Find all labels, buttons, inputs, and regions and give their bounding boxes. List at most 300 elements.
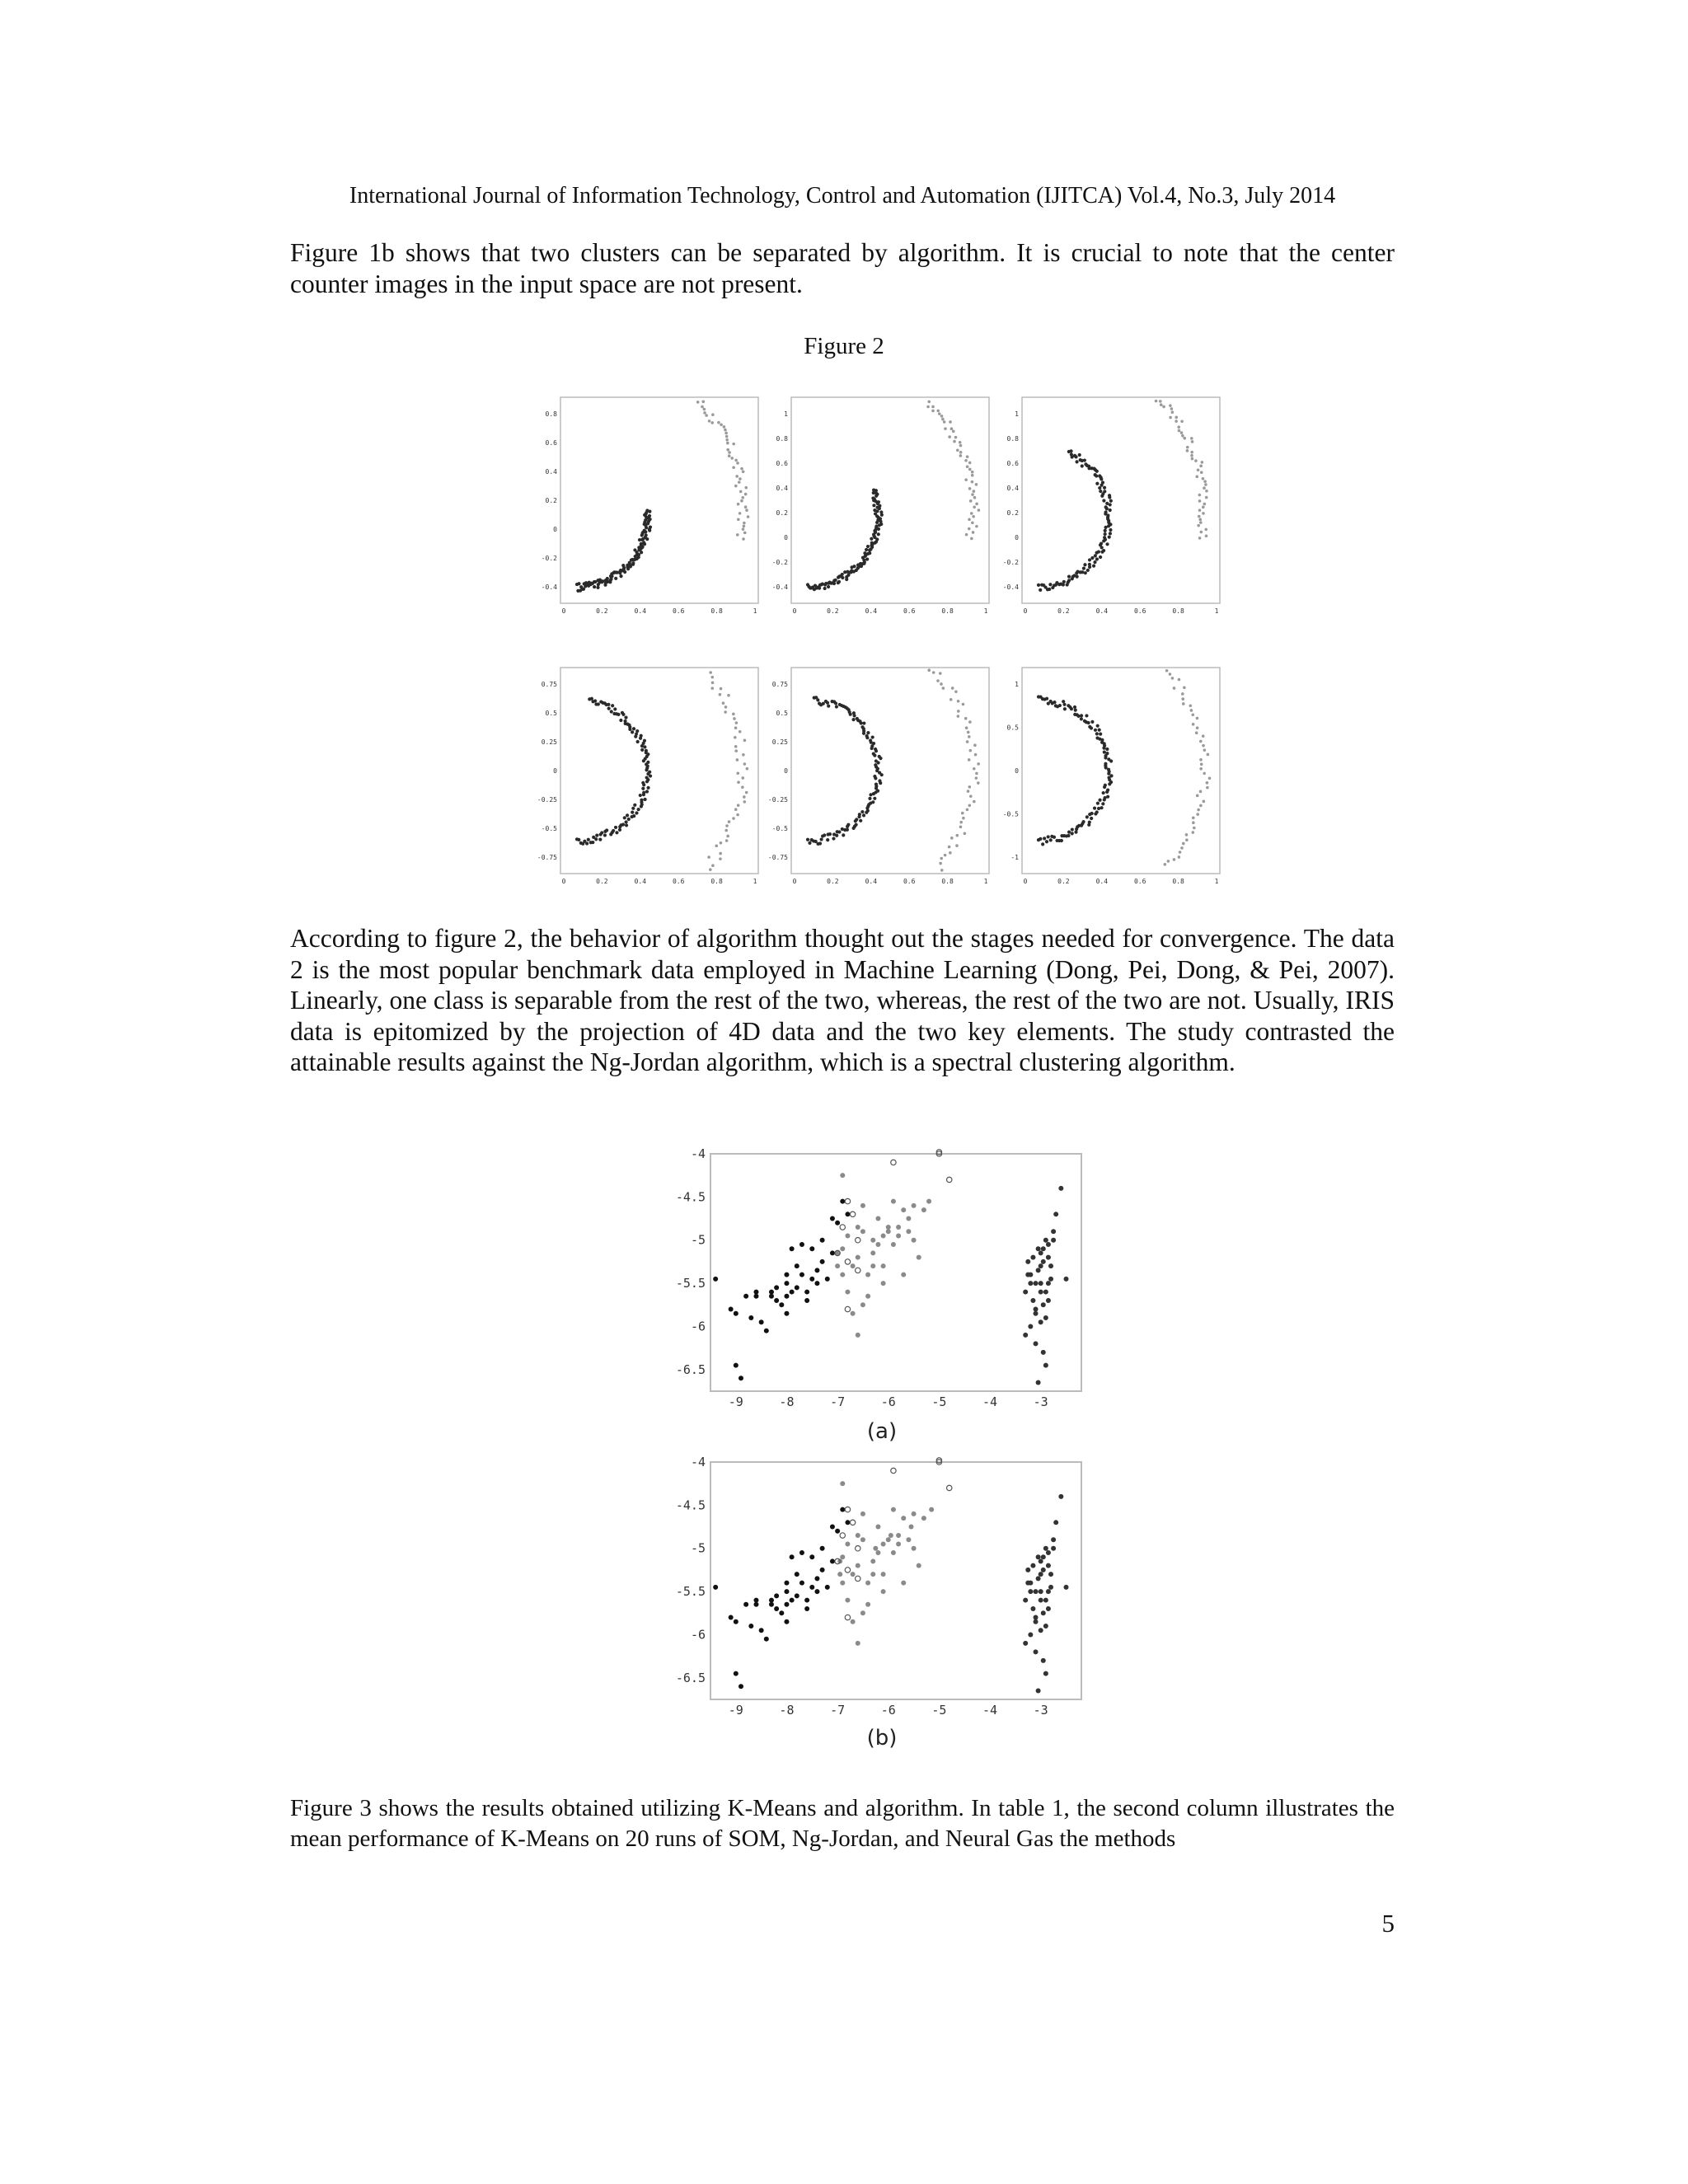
data-point xyxy=(1039,1558,1043,1563)
inner-ring-point xyxy=(821,582,824,585)
x-tick-label: 1 xyxy=(753,878,757,885)
inner-ring-point xyxy=(808,841,811,845)
inner-ring-point xyxy=(875,514,879,518)
outer-ring-point xyxy=(965,726,968,729)
outer-ring-point xyxy=(1199,521,1203,524)
inner-ring-point xyxy=(1088,563,1091,566)
outer-ring-point xyxy=(968,804,971,807)
outer-ring-point xyxy=(1202,512,1205,515)
y-tick-label: 0.6 xyxy=(545,439,557,447)
data-point xyxy=(830,1558,835,1563)
y-tick-label: 0.75 xyxy=(541,681,557,688)
data-point xyxy=(784,1311,789,1316)
inner-ring-point xyxy=(872,532,875,536)
outer-ring-point xyxy=(1199,790,1203,794)
inner-ring-point xyxy=(872,742,875,745)
data-point xyxy=(1025,1272,1030,1277)
inner-ring-point xyxy=(615,831,618,834)
outer-ring-point xyxy=(1192,723,1195,726)
outer-ring-point xyxy=(744,493,748,496)
inner-ring-point xyxy=(832,837,835,840)
y-tick-label: -0.2 xyxy=(771,559,788,566)
data-point xyxy=(891,1199,896,1204)
inner-ring-point xyxy=(646,761,649,764)
inner-ring-point xyxy=(1048,583,1052,586)
outer-ring-point xyxy=(725,435,729,438)
y-tick-label: 0.2 xyxy=(1006,509,1019,517)
outer-ring-point xyxy=(973,800,976,804)
inner-ring-point xyxy=(631,558,634,561)
data-point xyxy=(912,1546,917,1551)
inner-ring-point xyxy=(1104,764,1107,767)
inner-ring-point xyxy=(575,583,579,586)
data-point xyxy=(1041,1350,1046,1355)
inner-ring-point xyxy=(1109,509,1112,512)
inner-ring-point xyxy=(1102,499,1105,502)
inner-ring-point xyxy=(648,529,651,532)
inner-ring-point xyxy=(625,820,628,823)
inner-ring-point xyxy=(1109,774,1113,777)
y-tick-label: 0 xyxy=(553,767,557,775)
inner-ring-point xyxy=(641,787,645,790)
outer-ring-point xyxy=(1199,804,1203,808)
inner-ring-point xyxy=(1066,583,1069,586)
inner-ring-point xyxy=(1094,473,1097,476)
panel-frame xyxy=(560,668,758,874)
outer-ring-point xyxy=(730,457,734,460)
inner-ring-point xyxy=(832,582,836,585)
data-point xyxy=(764,1637,769,1642)
outer-ring-point xyxy=(959,444,963,448)
outer-ring-point xyxy=(742,527,745,531)
outer-ring-point xyxy=(711,682,715,685)
inner-ring-point xyxy=(631,561,635,565)
inner-ring-point xyxy=(810,838,814,841)
figure-2-caption: Figure 2 xyxy=(804,333,884,359)
data-point xyxy=(1051,1546,1056,1551)
data-point xyxy=(820,1568,825,1572)
inner-ring-point xyxy=(640,800,643,804)
data-point xyxy=(881,1541,886,1546)
data-point xyxy=(809,1246,814,1251)
outer-ring-point xyxy=(742,753,745,757)
outer-ring-point xyxy=(709,671,712,674)
outer-ring-point xyxy=(1165,669,1169,673)
inner-ring-point xyxy=(1088,821,1091,824)
inner-ring-point xyxy=(645,533,648,537)
outer-ring-point xyxy=(926,405,930,409)
figure-2-panel-6 xyxy=(1003,668,1220,885)
data-point xyxy=(901,1516,906,1521)
outer-ring-point xyxy=(1192,821,1195,824)
outer-ring-point xyxy=(720,687,723,691)
inner-ring-point xyxy=(1088,565,1091,569)
outer-ring-point xyxy=(1193,827,1196,830)
inner-ring-point xyxy=(862,729,865,733)
data-point xyxy=(1036,1246,1041,1251)
inner-ring-point xyxy=(1078,453,1081,457)
inner-ring-point xyxy=(1058,704,1062,707)
outer-ring-point xyxy=(966,740,969,743)
data-point xyxy=(1039,1250,1043,1255)
outer-ring-point xyxy=(1194,459,1198,462)
outer-ring-point xyxy=(746,767,749,771)
x-tick-label: -6 xyxy=(880,1703,896,1718)
inner-ring-point xyxy=(1093,807,1096,810)
inner-ring-point xyxy=(1085,815,1089,818)
data-point xyxy=(908,1525,913,1530)
outer-ring-point xyxy=(736,462,739,465)
inner-ring-point xyxy=(874,524,878,527)
outer-ring-point xyxy=(742,470,745,473)
outer-ring-point xyxy=(733,717,736,720)
inner-ring-point xyxy=(642,759,645,762)
outer-ring-point xyxy=(1198,494,1202,497)
outer-ring-point xyxy=(703,411,706,415)
y-tick-label: -0.4 xyxy=(541,583,557,591)
inner-ring-point xyxy=(853,825,856,828)
inner-ring-point xyxy=(849,713,852,716)
outer-ring-point xyxy=(1186,446,1189,449)
inner-ring-point xyxy=(1047,835,1050,838)
inner-ring-point xyxy=(621,711,624,715)
inner-ring-point xyxy=(1105,507,1109,510)
data-point xyxy=(1028,1272,1033,1277)
outer-ring-point xyxy=(1197,524,1200,527)
inner-ring-point xyxy=(879,781,882,785)
data-point xyxy=(830,1250,835,1255)
outer-ring-point xyxy=(719,852,722,855)
x-tick-label: 0.2 xyxy=(827,878,839,885)
data-point xyxy=(845,1198,850,1203)
outer-ring-point xyxy=(1198,499,1202,503)
outer-ring-point xyxy=(734,485,738,488)
data-point xyxy=(906,1537,911,1542)
y-tick-label: -0.2 xyxy=(1002,559,1019,566)
data-point xyxy=(743,1294,748,1299)
data-point xyxy=(889,1533,893,1538)
data-point xyxy=(774,1606,779,1611)
inner-ring-point xyxy=(587,584,590,588)
inner-ring-point xyxy=(838,574,842,578)
outer-ring-point xyxy=(719,857,722,860)
outer-ring-point xyxy=(1203,480,1207,483)
outer-ring-point xyxy=(732,713,735,716)
inner-ring-point xyxy=(648,771,651,774)
inner-ring-point xyxy=(1109,503,1112,506)
inner-ring-point xyxy=(873,797,876,800)
outer-ring-point xyxy=(968,518,971,522)
x-tick-label: -3 xyxy=(1033,1394,1048,1409)
panel-frame xyxy=(791,668,989,874)
inner-ring-point xyxy=(843,570,846,574)
outer-ring-point xyxy=(1190,451,1193,454)
paragraph-3: Figure 3 shows the results obtained utilizing K-Means and algorithm. In table 1, the second column illustrates the mean performance of K-Means on 20 runs of SOM, Ng-Jordan, and Neural Gas the methods xyxy=(290,1795,1395,1852)
outer-ring-point xyxy=(1197,468,1200,471)
panel-frame xyxy=(1022,397,1220,603)
outer-ring-point xyxy=(931,410,935,413)
inner-ring-point xyxy=(590,697,593,701)
inner-ring-point xyxy=(1043,697,1046,701)
outer-ring-point xyxy=(1207,753,1210,757)
inner-ring-point xyxy=(644,757,647,761)
data-point xyxy=(784,1589,789,1594)
y-tick-label: 0.8 xyxy=(1006,435,1019,443)
outer-ring-point xyxy=(735,721,738,724)
x-tick-label: 0.8 xyxy=(710,607,723,615)
inner-ring-point xyxy=(627,818,631,821)
outer-ring-point xyxy=(1205,496,1208,499)
inner-ring-point xyxy=(637,555,640,559)
outer-ring-point xyxy=(1203,772,1206,776)
inner-ring-point xyxy=(631,807,635,810)
inner-ring-point xyxy=(619,719,622,722)
data-point xyxy=(1046,1606,1051,1611)
data-point xyxy=(851,1619,856,1624)
data-point xyxy=(835,1250,840,1255)
inner-ring-point xyxy=(874,489,878,492)
data-point xyxy=(1039,1263,1043,1268)
inner-ring-point xyxy=(623,570,626,574)
panel-frame xyxy=(560,397,758,603)
x-tick-label: 0.6 xyxy=(903,607,916,615)
inner-ring-point xyxy=(862,727,865,730)
inner-ring-point xyxy=(1108,778,1111,781)
outer-ring-point xyxy=(1202,744,1205,748)
data-point xyxy=(886,1537,891,1542)
x-tick-label: -5 xyxy=(931,1703,947,1718)
data-point xyxy=(820,1238,825,1243)
data-point xyxy=(814,1589,819,1594)
outer-ring-point xyxy=(949,851,952,855)
inner-ring-point xyxy=(1071,455,1074,458)
inner-ring-point xyxy=(816,698,819,701)
inner-ring-point xyxy=(865,807,869,810)
inner-ring-point xyxy=(1103,490,1106,493)
inner-ring-point xyxy=(1073,705,1076,709)
data-point xyxy=(886,1229,891,1234)
inner-ring-point xyxy=(1095,736,1099,739)
x-tick-label: 0.4 xyxy=(634,607,647,615)
inner-ring-point xyxy=(834,579,837,582)
inner-ring-point xyxy=(879,517,882,520)
outer-ring-point xyxy=(968,758,971,762)
x-tick-label: -4 xyxy=(982,1394,998,1409)
inner-ring-point xyxy=(818,702,821,705)
data-point xyxy=(1039,1281,1043,1286)
inner-ring-point xyxy=(615,712,618,715)
inner-ring-point xyxy=(1105,502,1109,505)
inner-ring-point xyxy=(624,716,627,719)
inner-ring-point xyxy=(1095,557,1099,560)
data-point xyxy=(1041,1302,1046,1307)
data-point xyxy=(835,1263,840,1268)
data-point xyxy=(784,1581,789,1586)
data-point xyxy=(840,1173,845,1178)
outer-ring-point xyxy=(743,762,747,766)
data-point xyxy=(906,1216,911,1221)
outer-ring-point xyxy=(1202,734,1205,738)
inner-ring-point xyxy=(854,819,857,823)
inner-ring-point xyxy=(1077,824,1081,827)
outer-ring-point xyxy=(1178,855,1181,859)
data-point xyxy=(1034,1615,1039,1620)
inner-ring-point xyxy=(1090,726,1093,729)
inner-ring-point xyxy=(1100,477,1103,480)
inner-ring-point xyxy=(1103,785,1106,789)
inner-ring-point xyxy=(863,560,866,564)
inner-ring-point xyxy=(813,696,816,700)
inner-ring-point xyxy=(1067,575,1071,579)
data-point xyxy=(753,1290,758,1295)
inner-ring-point xyxy=(640,533,644,537)
inner-ring-point xyxy=(609,832,612,836)
outer-ring-point xyxy=(940,869,944,872)
inner-ring-point xyxy=(601,701,604,705)
inner-ring-point xyxy=(857,815,860,818)
inner-ring-point xyxy=(1093,560,1096,564)
inner-ring-point xyxy=(819,703,823,706)
outer-ring-point xyxy=(1196,813,1199,816)
data-point xyxy=(734,1363,738,1368)
inner-ring-point xyxy=(1047,702,1050,705)
outer-ring-point xyxy=(724,705,728,709)
inner-ring-point xyxy=(632,727,635,730)
inner-ring-point xyxy=(1106,795,1109,799)
inner-ring-point xyxy=(1105,748,1109,751)
data-point xyxy=(1030,1606,1035,1611)
data-point xyxy=(1028,1632,1033,1637)
inner-ring-point xyxy=(640,543,643,546)
inner-ring-point xyxy=(879,757,882,760)
inner-ring-point xyxy=(644,518,647,522)
inner-ring-point xyxy=(860,562,864,565)
outer-ring-point xyxy=(709,868,712,871)
inner-ring-point xyxy=(627,724,631,727)
inner-ring-point xyxy=(880,513,884,517)
page-number: 5 xyxy=(1381,1909,1395,1938)
inner-ring-point xyxy=(1104,510,1108,513)
data-point xyxy=(1034,1589,1039,1594)
data-point xyxy=(840,1225,845,1230)
inner-ring-point xyxy=(1039,837,1042,841)
outer-ring-point xyxy=(743,522,746,525)
inner-ring-point xyxy=(879,520,882,523)
y-tick-label: -4 xyxy=(690,1146,706,1161)
inner-ring-point xyxy=(582,588,585,591)
inner-ring-point xyxy=(807,585,810,588)
data-point xyxy=(743,1602,748,1607)
y-tick-label: 0.2 xyxy=(545,497,557,504)
data-point xyxy=(769,1602,774,1607)
inner-ring-point xyxy=(628,563,631,566)
inner-ring-point xyxy=(1076,570,1079,574)
x-tick-label: -3 xyxy=(1033,1703,1048,1718)
inner-ring-point xyxy=(1109,499,1113,503)
inner-ring-point xyxy=(618,825,621,828)
y-tick-label: -4.5 xyxy=(675,1497,706,1513)
inner-ring-point xyxy=(1037,838,1040,841)
data-point xyxy=(875,1525,880,1530)
outer-ring-point xyxy=(953,440,956,443)
inner-ring-point xyxy=(874,531,877,534)
outer-ring-point xyxy=(1169,416,1172,419)
inner-ring-point xyxy=(1092,467,1095,471)
outer-ring-point xyxy=(742,537,745,541)
outer-ring-point xyxy=(959,821,963,824)
data-point xyxy=(845,1615,850,1619)
inner-ring-point xyxy=(828,580,832,583)
inner-ring-point xyxy=(846,823,850,827)
inner-ring-point xyxy=(814,696,818,699)
data-point xyxy=(917,1563,921,1568)
inner-ring-point xyxy=(860,810,864,813)
data-point xyxy=(901,1581,906,1586)
outer-ring-point xyxy=(977,781,980,785)
outer-ring-point xyxy=(1204,528,1207,532)
inner-ring-point xyxy=(837,581,840,584)
data-point xyxy=(753,1602,758,1607)
inner-ring-point xyxy=(862,813,865,817)
inner-ring-point xyxy=(600,831,603,834)
outer-ring-point xyxy=(971,522,974,525)
inner-ring-point xyxy=(646,765,649,768)
data-point xyxy=(881,1589,886,1594)
data-point xyxy=(1041,1554,1046,1559)
inner-ring-point xyxy=(640,744,644,748)
outer-ring-point xyxy=(1198,537,1202,540)
data-point xyxy=(936,1460,941,1465)
inner-ring-point xyxy=(644,798,647,801)
outer-ring-point xyxy=(1201,461,1204,464)
outer-ring-point xyxy=(1198,515,1201,518)
inner-ring-point xyxy=(635,729,639,733)
inner-ring-point xyxy=(1085,720,1088,724)
data-point xyxy=(774,1285,779,1290)
inner-ring-point xyxy=(1081,822,1084,825)
outer-ring-point xyxy=(1206,786,1209,790)
outer-ring-point xyxy=(1191,440,1194,443)
outer-ring-point xyxy=(732,443,735,446)
data-point xyxy=(825,1277,830,1282)
outer-ring-point xyxy=(1181,697,1184,701)
data-point xyxy=(1046,1242,1051,1247)
data-point xyxy=(891,1507,896,1512)
inner-ring-point xyxy=(609,574,612,578)
outer-ring-point xyxy=(1191,713,1194,716)
data-point xyxy=(729,1615,734,1620)
inner-ring-point xyxy=(587,838,590,841)
data-point xyxy=(840,1481,845,1486)
outer-ring-point xyxy=(951,687,954,690)
outer-ring-point xyxy=(1202,506,1205,509)
inner-ring-point xyxy=(1076,715,1080,718)
inner-ring-point xyxy=(859,562,862,565)
inner-ring-point xyxy=(1100,551,1104,554)
inner-ring-point xyxy=(1067,579,1071,582)
inner-ring-point xyxy=(1103,536,1106,539)
inner-ring-point xyxy=(1073,454,1076,457)
outer-ring-point xyxy=(710,421,714,424)
data-point xyxy=(896,1541,901,1546)
inner-ring-point xyxy=(1090,812,1094,815)
inner-ring-point xyxy=(859,819,862,823)
data-point xyxy=(1036,1689,1041,1694)
x-tick-label: 0.6 xyxy=(903,878,916,885)
inner-ring-point xyxy=(873,529,876,532)
inner-ring-point xyxy=(870,747,874,750)
outer-ring-point xyxy=(732,817,735,820)
